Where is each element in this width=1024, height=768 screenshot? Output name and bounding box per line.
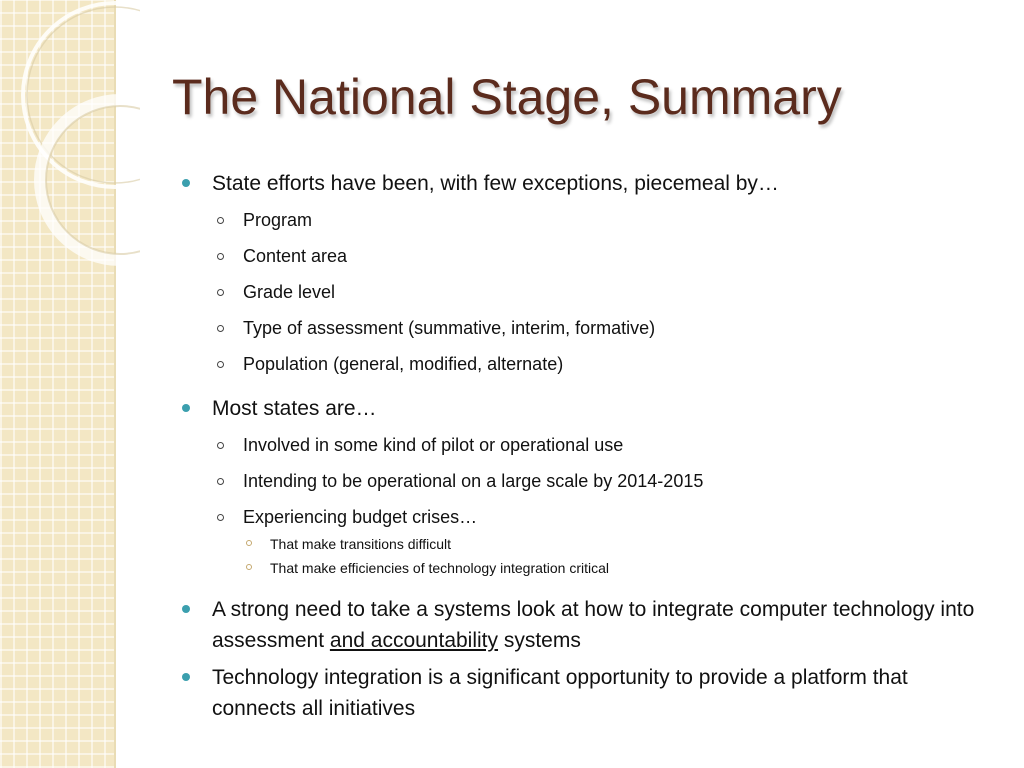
sub-sub-bullet-item [180, 558, 980, 578]
bullet-item [180, 662, 980, 724]
hollow-circle-icon [217, 514, 224, 521]
bullet-dot-icon [182, 605, 190, 613]
bullet-text-end: systems [498, 629, 581, 652]
sub-bullet-text: Content area [243, 246, 348, 266]
sub-bullet-item [180, 207, 980, 233]
sub-bullet-text: Intending to be operational on a large scale by 2014-2015 [243, 471, 704, 491]
sub-sub-bullet-text: That make efficiencies of technology integration critical [270, 560, 610, 576]
hollow-circle-icon [217, 325, 224, 332]
sub-bullet-text: Experiencing budget crises… [243, 507, 478, 527]
bullet-dot-icon [182, 179, 190, 187]
hollow-circle-icon [217, 289, 224, 296]
hollow-circle-icon [217, 361, 224, 368]
sub-bullet-text: Grade level [243, 282, 336, 302]
bullet-text: A strong need to take a systems look at how to integrate computer technology into assessment [212, 598, 975, 652]
small-hollow-circle-icon [246, 564, 252, 570]
sub-sub-bullet-text: That make transitions difficult [270, 536, 452, 552]
underlined-text: and accountability [329, 629, 499, 652]
bullet-list [180, 168, 980, 724]
bullet-item [180, 393, 980, 424]
sub-bullet-item [180, 279, 980, 305]
sub-bullet-text: Population (general, modified, alternate) [243, 354, 564, 374]
hollow-circle-icon [217, 217, 224, 224]
sub-bullet-item [180, 432, 980, 458]
sub-bullet-item [180, 504, 980, 530]
sub-bullet-item [180, 243, 980, 269]
slide-title: The National Stage, Summary [172, 69, 842, 125]
bullet-dot-icon [182, 404, 190, 412]
sub-bullet-item [180, 468, 980, 494]
decorative-side-band [0, 0, 116, 768]
small-hollow-circle-icon [246, 540, 252, 546]
bullet-text: State efforts have been, with few exceptions, piecemeal by… [212, 172, 779, 195]
sub-bullet-item [180, 315, 980, 341]
bullet-text: Technology integration is a significant opportunity to provide a platform that connects all initiatives [212, 666, 908, 720]
bullet-dot-icon [182, 673, 190, 681]
decorative-rings-icon [0, 0, 140, 300]
hollow-circle-icon [217, 478, 224, 485]
sub-bullet-text: Program [243, 210, 313, 230]
hollow-circle-icon [217, 253, 224, 260]
bullet-item [180, 168, 980, 199]
sub-sub-bullet-item [180, 534, 980, 554]
sub-bullet-text: Involved in some kind of pilot or operational use [243, 435, 624, 455]
bullet-item [180, 594, 980, 656]
sub-bullet-item [180, 351, 980, 377]
bullet-text: Most states are… [212, 397, 377, 420]
sub-bullet-text: Type of assessment (summative, interim, formative) [243, 318, 656, 338]
hollow-circle-icon [217, 442, 224, 449]
